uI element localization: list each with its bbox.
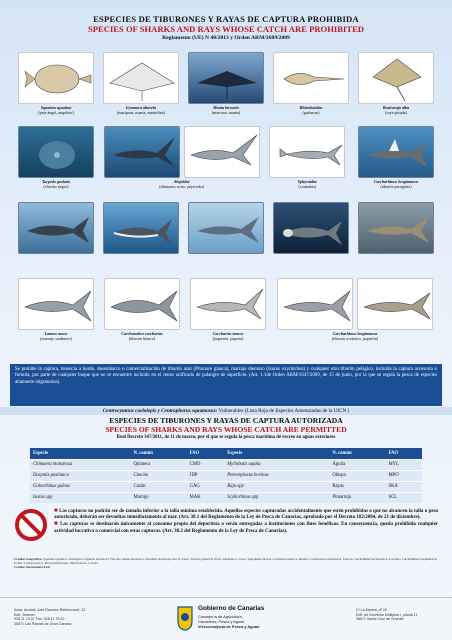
table-cell: SKA	[386, 481, 422, 492]
table-cell: JDP	[187, 470, 225, 481]
species-carcharhinus-longimanus	[272, 278, 438, 341]
species-row-1	[14, 52, 438, 115]
species-caption	[117, 105, 165, 115]
common-name: (tiburones zorro, pejerrabo)	[159, 184, 205, 189]
scientific-name: Alopiidae	[173, 179, 190, 184]
porbeagle-photo	[18, 202, 94, 254]
authorized-decree: Real Decreto 347/2011, de 11 de marzo, por el que se regula la pesca marítima de recreo en aguas exteriores	[116, 435, 336, 440]
scientific-name: Carcharodon carcharias	[121, 331, 163, 336]
porbeagle-photo-cell	[14, 202, 98, 254]
common-name: (chucho negro)	[43, 184, 69, 189]
government-department	[198, 614, 259, 629]
address-line: Edif. de Servicios Múltiples I, planta 11	[356, 612, 418, 617]
footer	[0, 597, 452, 640]
warning-paragraph-2: Las capturas se destinarán únicamente al consumo propio del deportista o serán entregadas a instituciones con fines benéficos. En consecuencia, queda prohibida cualquier actividad lucrativa o comercial con estas capturas. (Art. 38.2 del Reglamento de la Ley de Pesca de Canarias).	[54, 522, 439, 534]
table-cell: Marrajo	[131, 492, 187, 503]
address-line: C/ La Marina, nº 26	[356, 608, 387, 612]
species-row-2	[14, 126, 438, 189]
address-line: Edif. Jedeser	[14, 612, 35, 617]
vulnerable-species-line	[0, 407, 452, 415]
address-line: Avda. Alcalde José Ramírez Bethencourt, 22	[14, 608, 86, 612]
department-line: Ganadería, Pesca y Aguas	[198, 619, 245, 624]
department-line: Viceconsejería de Pesca y Aguas	[198, 624, 260, 629]
vulnerable-label: Vulnerables (Lista Roja de Especies Amenazadas de la UICN )	[218, 408, 350, 414]
species-caption	[42, 179, 70, 189]
table-cell: Isurus spp	[30, 492, 131, 503]
porbeagle-illustration	[18, 278, 94, 330]
common-name: (guitarras)	[302, 110, 320, 115]
scientific-name: Rhinobatidae	[299, 105, 323, 110]
common-name: (marrona, manta)	[211, 110, 241, 115]
tiger-shark-illustration	[190, 278, 266, 330]
prohibited-title-en: SPECIES OF SHARKS AND RAYS WHOSE CATCH ARE PROHIBITED	[87, 24, 365, 34]
common-name: (peje ángel, angelote)	[38, 110, 74, 115]
white-shark-photo-cell	[99, 202, 183, 254]
species-caption	[383, 105, 409, 115]
table-cell: Chimaera monstrosa	[30, 459, 131, 470]
table-cell: Pintarroja	[329, 492, 385, 503]
species-carcharodon	[100, 278, 184, 341]
scientific-name: Carcharhinus longimanus	[332, 331, 378, 336]
scientific-name: Manta birostris	[212, 105, 240, 110]
department-line: Consejería de Agricultura,	[198, 614, 243, 619]
species-caption	[298, 179, 317, 189]
scientific-name: Sphyrnidae	[297, 179, 317, 184]
sand-tiger-illustration	[357, 278, 433, 330]
column-header: N. común	[131, 448, 187, 459]
species-caption	[212, 105, 240, 115]
common-name: (jaquetón, jaqueta)	[212, 336, 244, 341]
scientific-name: Gymnura altavela	[125, 105, 157, 110]
footer-address-right	[356, 608, 417, 622]
table-cell: Chucho	[131, 470, 187, 481]
warning-paragraph-1: Las capturas no podrán ser de tamaño inferior a la talla mínima establecida. Aquellas especies capturadas accidentalmente que estén prohibidas o que no alcancen la talla o peso autorizado, deberán ser devueltas inmediatamente al mar. (Art. 38.1 del Reglamento de la Ley de Pesca de Canarias, aprobado por el Decreto 182/2004, de 21 de diciembre).	[54, 509, 439, 521]
manta-photo	[188, 52, 264, 104]
species-longimanus	[354, 126, 438, 189]
table-cell: CMO	[187, 459, 225, 470]
authorized-header	[0, 416, 452, 440]
prohibited-species-grid	[14, 52, 438, 360]
species-caption	[300, 105, 323, 115]
species-caption	[213, 331, 244, 341]
column-header: FAO	[386, 448, 422, 459]
government-name: Gobierno de Canarias	[198, 605, 265, 612]
table-header-row	[30, 448, 422, 459]
scientific-name: Squatina squatina	[40, 105, 72, 110]
column-header: Especie	[224, 448, 329, 459]
footer-address-left	[14, 608, 85, 626]
table-cell: Rayas	[329, 481, 385, 492]
table-cell: Cazón	[131, 481, 187, 492]
table-row	[30, 492, 422, 503]
species-caption	[38, 105, 73, 115]
white-shark-photo	[103, 202, 179, 254]
address-line: 38071 Santa Cruz de Tenerife	[356, 617, 404, 622]
species-caption	[159, 179, 204, 189]
white-shark-illustration	[104, 278, 180, 330]
regulation-reference: Reglamento (UE) N 40/2013 y Orden ARM/2689/2009	[162, 35, 290, 41]
common-name: (raya picuda)	[385, 110, 407, 115]
guitarfish-illustration	[273, 52, 349, 104]
tiger-shark-photo-cell	[184, 202, 268, 254]
table-row	[30, 481, 422, 492]
address-line: 928 11 74 07 Fax: 928 11 79 92	[14, 617, 65, 622]
species-gymnura	[99, 52, 183, 115]
sand-tiger-photo-cell	[354, 202, 438, 254]
species-caption	[121, 331, 163, 341]
species-rostroraja	[354, 52, 438, 115]
common-name: (tiburón blanco)	[128, 336, 156, 341]
notice-text: Se prohíbe la captura, tenencia a bordo, desembarco o comercialización de tiburón azul (Prionace glauca), marrajo dientuso (Isurus oxyrinchus) y cualquier otro tiburón pelágico, incluida la captura accesoria o fortuita, por parte de cualquier buque que no se encuentre incluido en el censo unificado de palangre de superficie. (Art. 1.1de Orden ARM/1647/2009, de 15 de junio, por la que se regula la pesca de especies altamente migratorias).	[15, 367, 437, 385]
credits-text: Squatina squatina J. Rodriguez. Gymnura altavela D. Fracchia. Manta birostris A. Marshall. Rostroraja alba N. Sousa. Torpedo grabata P. Wirtz. Alopiidae S. Cleve. Sphyrnidae NOAA. Carcharias taurus A. Marelli. Carcharodon carcharias R. Esteves. Carcharhinus falciformis A. Carvalho. Carcharhinus longimanus R. Gomes. Lamna nasus S. Motoyama/Oceana. Illustraciones: I. Iraola.	[14, 557, 438, 565]
bullet-icon: ■	[54, 521, 59, 528]
scientific-name: Rostroraja alba	[382, 105, 410, 110]
hammerhead-illustration	[269, 126, 345, 178]
table-cell: Myliobatis aquila	[224, 459, 329, 470]
table-cell: Scyliorhinus spp	[224, 492, 329, 503]
credits-sources: Créditos ilustraciones:FAO	[14, 565, 51, 569]
sand-tiger-photo	[358, 202, 434, 254]
table-cell: Obispo	[329, 470, 385, 481]
table-cell: SCL	[386, 492, 422, 503]
column-header: Especie	[30, 448, 131, 459]
common-name: (tiburón oceánico, jaquetón)	[331, 336, 379, 341]
table-row	[30, 459, 422, 470]
table-cell: Pteromylaeus bovinus	[224, 470, 329, 481]
prohibition-notice	[10, 364, 442, 406]
table-cell: Raja spp	[224, 481, 329, 492]
thresher-shark-photo	[104, 126, 180, 178]
scientific-name: Lamna nasus	[44, 331, 68, 336]
common-name: (tiburón peregrino)	[380, 184, 412, 189]
species-row-3	[14, 202, 438, 254]
table-row	[30, 470, 422, 481]
species-manta	[184, 52, 268, 115]
electric-ray-photo	[18, 126, 94, 178]
authorized-title-es: ESPECIES DE TIBURONES Y RAYAS DE CAPTURA AUTORIZADA	[109, 416, 343, 425]
species-caption	[332, 331, 378, 341]
authorized-title-en: SPECIES OF SHARKS AND RAYS WHOSE CATCH ARE PERMITTED	[105, 425, 347, 434]
table-cell: Galeorhinus galeus	[30, 481, 131, 492]
oceanic-whitetip-illustration	[277, 278, 353, 330]
scientific-name: Torpedo grabata	[42, 179, 70, 184]
species-caption	[40, 331, 72, 341]
warning-text	[54, 508, 438, 535]
table-cell: MYL	[386, 459, 422, 470]
species-row-4	[14, 278, 438, 341]
species-rhinobatidae	[269, 52, 353, 115]
basking-shark-photo-cell	[269, 202, 353, 254]
species-torpedo	[14, 126, 98, 189]
image-credits	[14, 557, 438, 569]
species-squatina	[14, 52, 98, 115]
table-cell: Quimera	[131, 459, 187, 470]
prohibited-icon	[14, 508, 48, 542]
government-logo	[176, 603, 286, 635]
credits-label: Créditos fotográficos:	[14, 557, 43, 561]
species-alopiidae	[103, 126, 261, 189]
bullet-icon: ■	[54, 508, 58, 514]
scientific-name: Carcharhinus longimanus	[373, 179, 419, 184]
address-line: 35071 Las Palmas de Gran Canaria	[14, 621, 72, 626]
authorized-species-table	[30, 448, 422, 503]
common-name: (marrajo sardinero)	[40, 336, 72, 341]
oceanic-whitetip-photo	[358, 126, 434, 178]
vulnerable-species-names: Centrocymnus coelolepis y Centrophorus squamosus:	[102, 408, 218, 414]
thresher-shark-illustration	[184, 126, 260, 178]
canarias-seal-icon	[176, 605, 194, 631]
table-cell: Dasyatis pastinaca	[30, 470, 131, 481]
table-cell: Águila	[329, 459, 385, 470]
table-cell: MPO	[386, 470, 422, 481]
table-cell: GAG	[187, 481, 225, 492]
common-name: (cornudas)	[298, 184, 317, 189]
species-sphyrnidae	[265, 126, 349, 189]
prohibited-title-es: ESPECIES DE TIBURONES Y RAYAS DE CAPTURA PROHIBIDA	[93, 14, 359, 24]
tiger-shark-photo	[188, 202, 264, 254]
table-cell: MAK	[187, 492, 225, 503]
column-header: N. común	[329, 448, 385, 459]
angelshark-illustration	[18, 52, 94, 104]
species-galeocerdo	[186, 278, 270, 341]
column-header: FAO	[187, 448, 225, 459]
common-name: (mariposa, manta, mantelina)	[117, 110, 165, 115]
species-caption	[374, 179, 419, 189]
species-lamna	[14, 278, 98, 341]
butterfly-ray-illustration	[103, 52, 179, 104]
skate-illustration	[358, 52, 434, 104]
scientific-name: Carcharias taurus	[212, 331, 244, 336]
basking-shark-photo	[273, 202, 349, 254]
header	[0, 0, 452, 41]
size-warning	[14, 508, 438, 554]
